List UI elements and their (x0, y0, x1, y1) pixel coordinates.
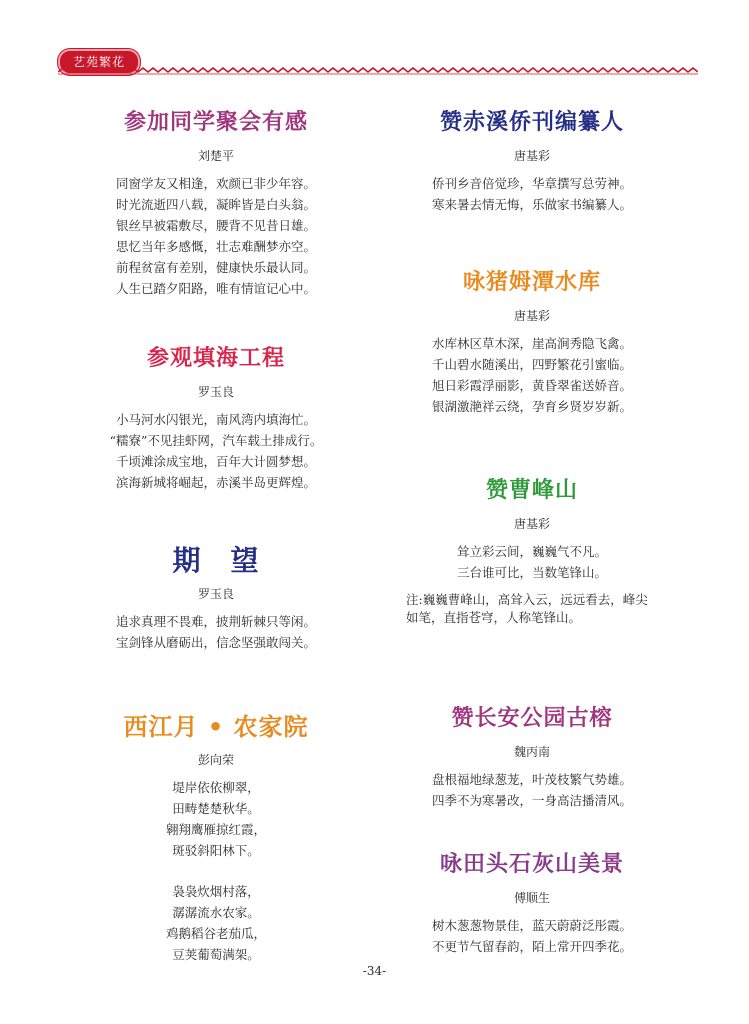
poem-line: 田畴楚楚秋华。 (172, 801, 260, 816)
poem-title: 期 望 (172, 544, 260, 577)
page-number: -34- (362, 964, 387, 978)
section-badge: 艺苑繁花 (58, 49, 140, 75)
poem-line: 潺潺流水农家。 (172, 905, 260, 920)
poem-author: 彭向荣 (197, 753, 234, 767)
poem-title: 赞赤溪侨刊编纂人 (439, 110, 624, 135)
poem-line: 小马河水闪银光，南风湾内填海忙。 (115, 412, 316, 427)
poem-line: 前程贫富有差别，健康快乐最认同。 (115, 260, 316, 275)
poem-line: 银丝早被霜敷尽，腰背不见昔日雄。 (115, 218, 316, 233)
poem-lines (60, 611, 372, 653)
poem-line: 追求真理不畏难，披荆斩棘只等闲。 (115, 614, 316, 629)
poem-lines (376, 541, 688, 583)
poem-lines (60, 409, 372, 493)
poem-8 (376, 704, 688, 811)
poem-9 (376, 850, 688, 957)
poem-title: 参加同学聚会有感 (123, 110, 308, 135)
poem-4 (60, 712, 372, 965)
poem-lines (60, 173, 372, 299)
poem-line: 盘根福地绿葱茏，叶茂枝繁气势雄。 (431, 772, 632, 787)
poem-note: 注:巍巍曹峰山，高耸入云，远远看去，峰尖如笔，直指苍穹，人称笔锋山。 (406, 592, 648, 625)
poem-lines (376, 915, 688, 957)
poem-5 (376, 108, 688, 215)
page-header (0, 0, 749, 80)
poem-line: 宝剑锋从磨砺出，信念坚强敢闯关。 (115, 635, 316, 650)
poem-6 (376, 268, 688, 417)
poem-line: 思忆当年多感慨，壮志难酬梦亦空。 (115, 239, 316, 254)
stanza-gap (60, 861, 372, 881)
poem-line: 千山碧水随溪出，四野繁花引蜜临。 (431, 357, 632, 372)
poem-line: 斑驳斜阳林下。 (172, 843, 260, 858)
poem-lines (376, 333, 688, 417)
poem-author: 刘楚平 (197, 149, 234, 163)
poem-title: 赞长安公园古榕 (451, 706, 613, 731)
poem-lines (376, 769, 688, 811)
poem-line: 水库林区草木深，崖高涧秀隐飞禽。 (431, 336, 632, 351)
poem-line: 耸立彩云间，巍巍气不凡。 (456, 544, 607, 559)
poem-line: 旭日彩霞浮丽影，黄昏翠雀送娇音。 (431, 378, 632, 393)
poem-author: 傅顺生 (513, 891, 550, 905)
poem-author: 魏丙南 (513, 745, 550, 759)
poem-title: 咏田头石灰山美景 (439, 852, 624, 877)
poem-3 (60, 546, 372, 653)
poem-line: 树木葱葱物景佳，蓝天蔚蔚泛彤霞。 (431, 918, 632, 933)
poem-7 (376, 476, 688, 627)
poem-lines (60, 777, 372, 965)
poem-line: 翱翔鹰雁掠红霞， (165, 822, 266, 837)
poem-line: 寒来暑去情无悔，乐做家书编纂人。 (431, 197, 632, 212)
poem-author: 罗玉良 (197, 587, 234, 601)
poem-line: 堤岸依依柳翠， (172, 780, 260, 795)
poem-author: 唐基彩 (513, 149, 550, 163)
poem-line: 豆荚葡萄满架。 (172, 947, 260, 962)
poem-author: 唐基彩 (513, 517, 550, 531)
poem-line: 鸡鹅稻谷老茄瓜， (165, 926, 266, 941)
poem-author: 唐基彩 (513, 309, 550, 323)
poem-title: 参观填海工程 (146, 346, 285, 371)
poem-line: 银湖激滟祥云绕，孕育乡贤岁岁新。 (431, 399, 632, 414)
poem-title: 咏猪姆潭水库 (462, 270, 601, 295)
header-zigzag-rule (58, 66, 698, 76)
poem-author: 罗玉良 (197, 385, 234, 399)
poem-2 (60, 344, 372, 493)
poem-line: 时光流逝四八载，凝眸皆是白头翁。 (115, 197, 316, 212)
poem-lines (376, 173, 688, 215)
poem-line: 人生已踏夕阳路，唯有情谊记心中。 (115, 281, 316, 296)
poem-line: “糯寮”不见挂虾网，汽车载土排成行。 (109, 433, 323, 448)
poem-line: 袅袅炊烟村落， (172, 884, 260, 899)
poem-line: 同窗学友又相逢，欢颜已非少年容。 (115, 176, 316, 191)
poem-line: 千顷滩涂成宝地，百年大计圆梦想。 (115, 454, 316, 469)
poem-1 (60, 108, 372, 299)
poem-line: 侨刊乡音倍觉珍，华章撰写总劳神。 (431, 176, 632, 191)
poem-line: 四季不为寒暑改，一身高洁播清风。 (431, 793, 632, 808)
poem-line: 滨海新城将崛起，赤溪半岛更辉煌。 (115, 475, 316, 490)
poem-title: 赞曹峰山 (485, 478, 578, 503)
poem-line: 不更节气留春韵，陌上常开四季花。 (431, 939, 632, 954)
poem-line: 三台谁可比，当数笔锋山。 (456, 565, 607, 580)
poem-title: 西江月 • 农家院 (123, 713, 309, 741)
